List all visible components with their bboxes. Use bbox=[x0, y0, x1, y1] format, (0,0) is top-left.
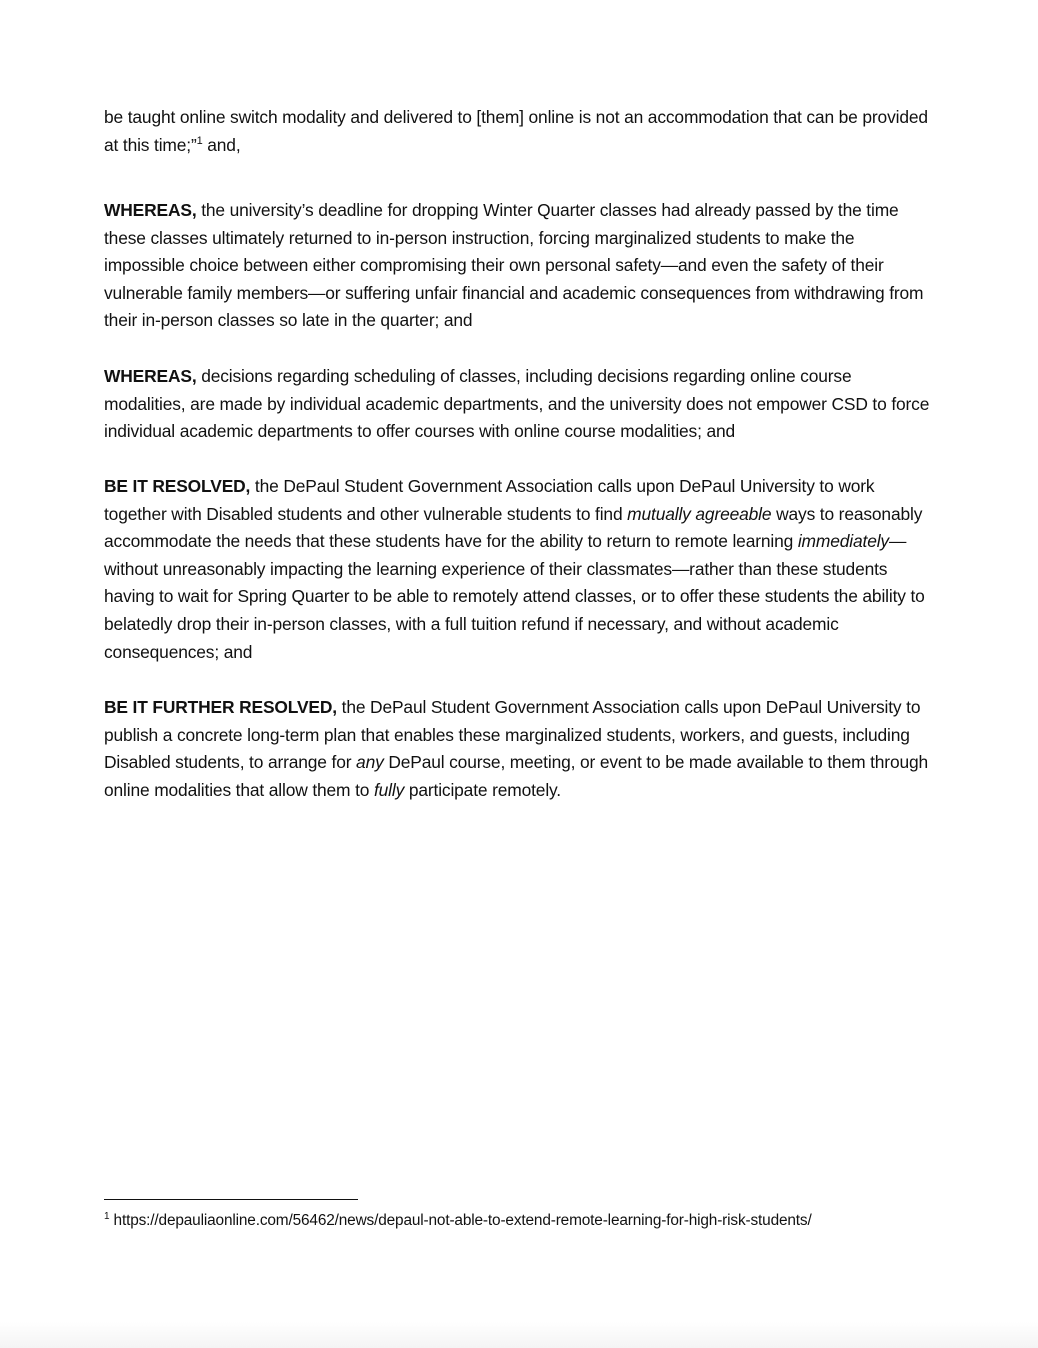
paragraph-text: the university’s deadline for dropping Winter Quarter classes had already passed by the time these classes ultimately returned to in-person instruction, forcing marginalized students to make the impossible choice between either compromising their own personal safety—and even the safety of their vulnerable family members—or suffering unfair financial and academic consequences from withdrawing from their in-person classes so late in the quarter; and bbox=[104, 200, 924, 331]
clause-lead: WHEREAS, bbox=[104, 200, 197, 220]
paragraph-text: be taught online switch modality and delivered to [them] online is not an accommodation that can be provided at this time;” bbox=[104, 107, 928, 155]
paragraph-text: decisions regarding scheduling of classes, including decisions regarding online course modalities, are made by individual academic departments, and the university does not empower CSD to force individual academic departments to offer courses with online course modalities; and bbox=[104, 366, 930, 442]
footnote-reference[interactable]: 1 bbox=[196, 134, 203, 147]
paragraph-text: —without unreasonably impacting the learning experience of their classmates—rather than these students having to wait for Spring Quarter to be able to remotely attend classes, or to offer these students the ability to belatedly drop their in-person classes, with a full tuition refund if necessary, and without academic consequences; and bbox=[104, 531, 925, 662]
paragraph-continuation bbox=[104, 104, 936, 159]
paragraph-text: DePaul course, meeting, or event to be made available to them through online modalities that allow them to bbox=[104, 752, 929, 800]
further-resolved-clause bbox=[104, 694, 936, 804]
emphasis-text: mutually agreeable bbox=[627, 503, 772, 524]
page-bottom-edge bbox=[0, 1322, 1038, 1348]
resolved-clause bbox=[104, 473, 936, 666]
emphasis-text: immediately bbox=[797, 531, 889, 552]
emphasis-text: any bbox=[356, 752, 384, 773]
footnote-marker: 1 bbox=[104, 1210, 110, 1222]
footnote-separator bbox=[104, 1199, 358, 1200]
clause-lead: BE IT FURTHER RESOLVED, bbox=[104, 697, 337, 717]
paragraph-text: and, bbox=[202, 134, 241, 155]
emphasis-text: fully bbox=[373, 779, 405, 800]
paragraph-text: ways to reasonably accommodate the needs that these students have for the ability to return to remote learning bbox=[104, 503, 923, 552]
paragraph-text: the DePaul Student Government Association calls upon DePaul University to publish a concrete long-term plan that enables these marginalized students, workers, and guests, including Disabled students, to arrange for bbox=[104, 697, 921, 773]
clause-lead: BE IT RESOLVED, bbox=[104, 476, 251, 496]
whereas-clause-deadline bbox=[104, 197, 936, 335]
paragraph-text: participate remotely. bbox=[404, 779, 561, 800]
footnote-url[interactable]: https://depauliaonline.com/56462/news/depaul-not-able-to-extend-remote-learning-for-high-risk-students/ bbox=[109, 1212, 812, 1229]
paragraph-text: the DePaul Student Government Association calls upon DePaul University to work together with Disabled students and other vulnerable students to find bbox=[104, 476, 875, 524]
clause-lead: WHEREAS, bbox=[104, 366, 197, 386]
whereas-clause-scheduling bbox=[104, 363, 936, 446]
footnote bbox=[104, 1210, 964, 1232]
